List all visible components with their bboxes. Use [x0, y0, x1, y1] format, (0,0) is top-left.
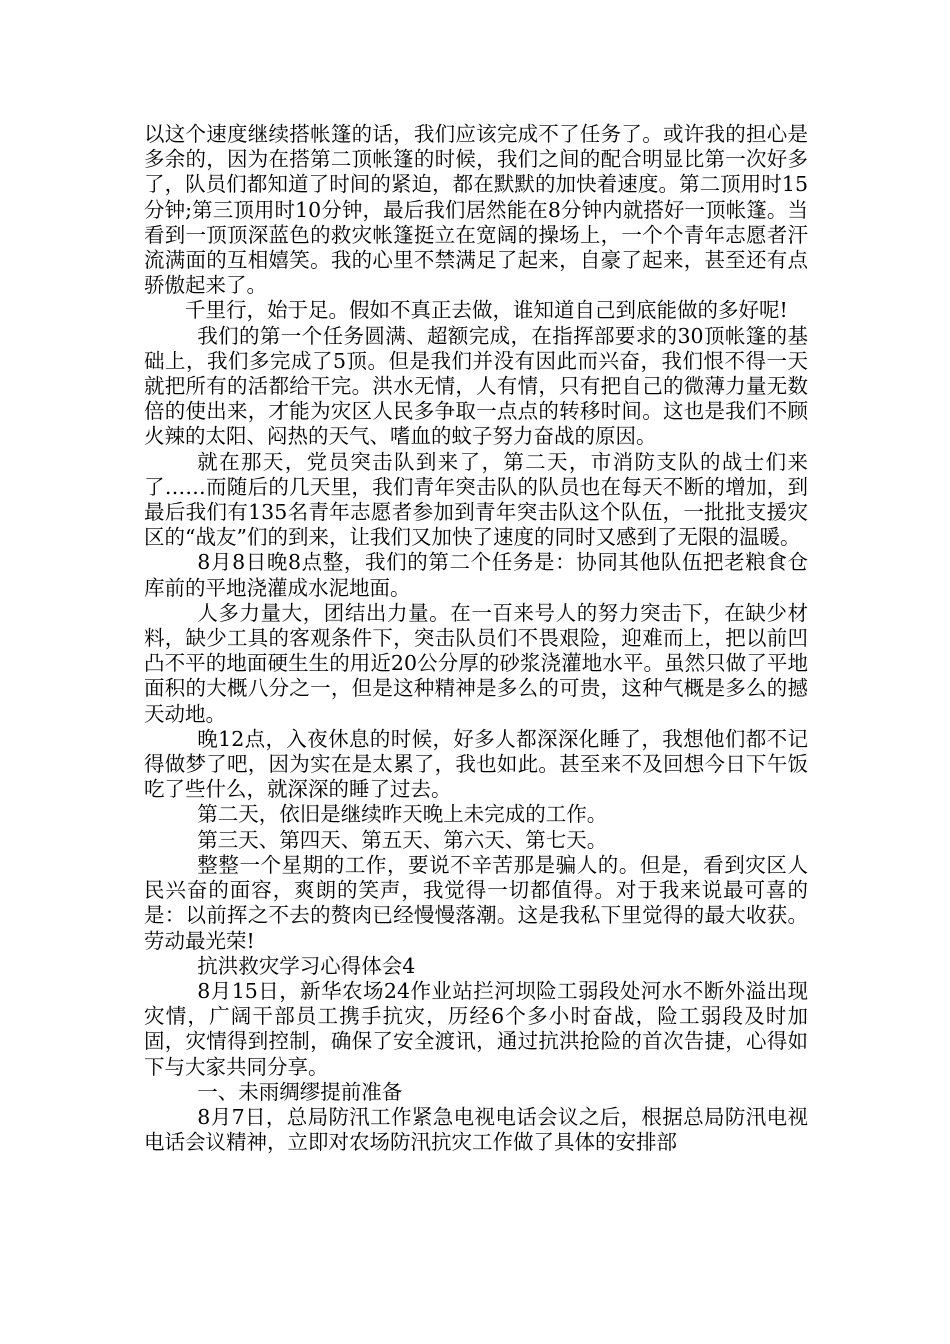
paragraph-aug15: 8月15日，新华农场24作业站拦河坝险工弱段处河水不断外溢出现灾情，广阔干部员工携手抗灾，历经6个多小时奋战，险工弱段及时加固，灾情得到控制，确保了安全渡讯，通过抗洪抢险的首次告捷，心得如下与大家共同分享。 [144, 978, 808, 1079]
subheading-preparation: 一、未雨绸缪提前准备 [197, 1079, 403, 1104]
paragraph-first-task: 我们的第一个任务圆满、超额完成，在指挥部要求的30顶帐篷的基础上，我们多完成了5顶。但是我们并没有因此而兴奋，我们恨不得一天就把所有的活都给干完。洪水无情，人有情，只有把自己的微薄力量无数倍的使出来，才能为灾区人民多争取一点点的转移时间。这也是我们不顾火辣的太阳、闷热的天气、嗜血的蚊子努力奋战的原因。 [144, 323, 808, 449]
paragraph-proverb: 千里行，始于足。假如不真正去做，谁知道自己到底能做的多好呢! [185, 298, 788, 323]
paragraph-reinforcements: 就在那天，党员突击队到来了，第二天，市消防支队的战士们来了……而随后的几天里，我们青年突击队的队员也在每天不断的增加，到最后我们有135名青年志愿者参加到青年突击队这个队伍，一批批支援灾区的“战友”们的到来，让我们又加快了速度的同时又感到了无限的温暖。 [144, 449, 808, 550]
paragraph-aug7: 8月7日，总局防汛工作紧急电视电话会议之后，根据总局防汛电视电话会议精神，立即对农场防汛抗灾工作做了具体的安排部 [144, 1104, 808, 1155]
paragraph-second-day: 第二天，依旧是继续昨天晚上未完成的工作。 [197, 802, 608, 827]
paragraph-tent-speed: 以这个速度继续搭帐篷的话，我们应该完成不了任务了。或许我的担心是多余的，因为在搭第二顶帐篷的时候，我们之间的配合明显比第一次好多了，队员们都知道了时间的紧迫，都在默默的加快着速度。第二顶用时15分钟;第三顶用时10分钟，最后我们居然能在8分钟内就搭好一顶帐篷。当看到一顶顶深蓝色的救灾帐篷挺立在宽阔的操场上，一个个青年志愿者汗流满面的互相嬉笑。我的心里不禁满足了起来，自豪了起来，甚至还有点骄傲起来了。 [144, 122, 808, 298]
section-heading-4: 抗洪救灾学习心得体会4 [197, 953, 416, 978]
paragraph-following-days: 第三天、第四天、第五天、第六天、第七天。 [197, 827, 608, 852]
paragraph-night-rest: 晚12点，入夜休息的时候，好多人都深深化睡了，我想他们都不记得做梦了吧，因为实在是太累了，我也如此。甚至来不及回想今日下午饭吃了些什么，就深深的睡了过去。 [144, 726, 808, 802]
document-page [144, 122, 808, 1155]
paragraph-teamwork: 人多力量大，团结出力量。在一百来号人的努力突击下，在缺少材料，缺少工具的客观条件下，突击队员们不畏艰险，迎难而上，把以前凹凸不平的地面硬生生的用近20公分厚的砂浆浇灌地水平。虽然只做了平地面积的大概八分之一，但是这种精神是多么的可贵，这种气概是多么的撼天动地。 [144, 600, 808, 726]
paragraph-second-task: 8月8日晚8点整，我们的第二个任务是：协同其他队伍把老粮食仓库前的平地浇灌成水泥地面。 [144, 550, 808, 600]
paragraph-week-summary: 整整一个星期的工作，要说不辛苦那是骗人的。但是，看到灾区人民兴奋的面容，爽朗的笑声，我觉得一切都值得。对于我来说最可喜的是：以前挥之不去的赘肉已经慢慢落潮。这是我私下里觉得的最大收获。劳动最光荣! [144, 852, 808, 953]
